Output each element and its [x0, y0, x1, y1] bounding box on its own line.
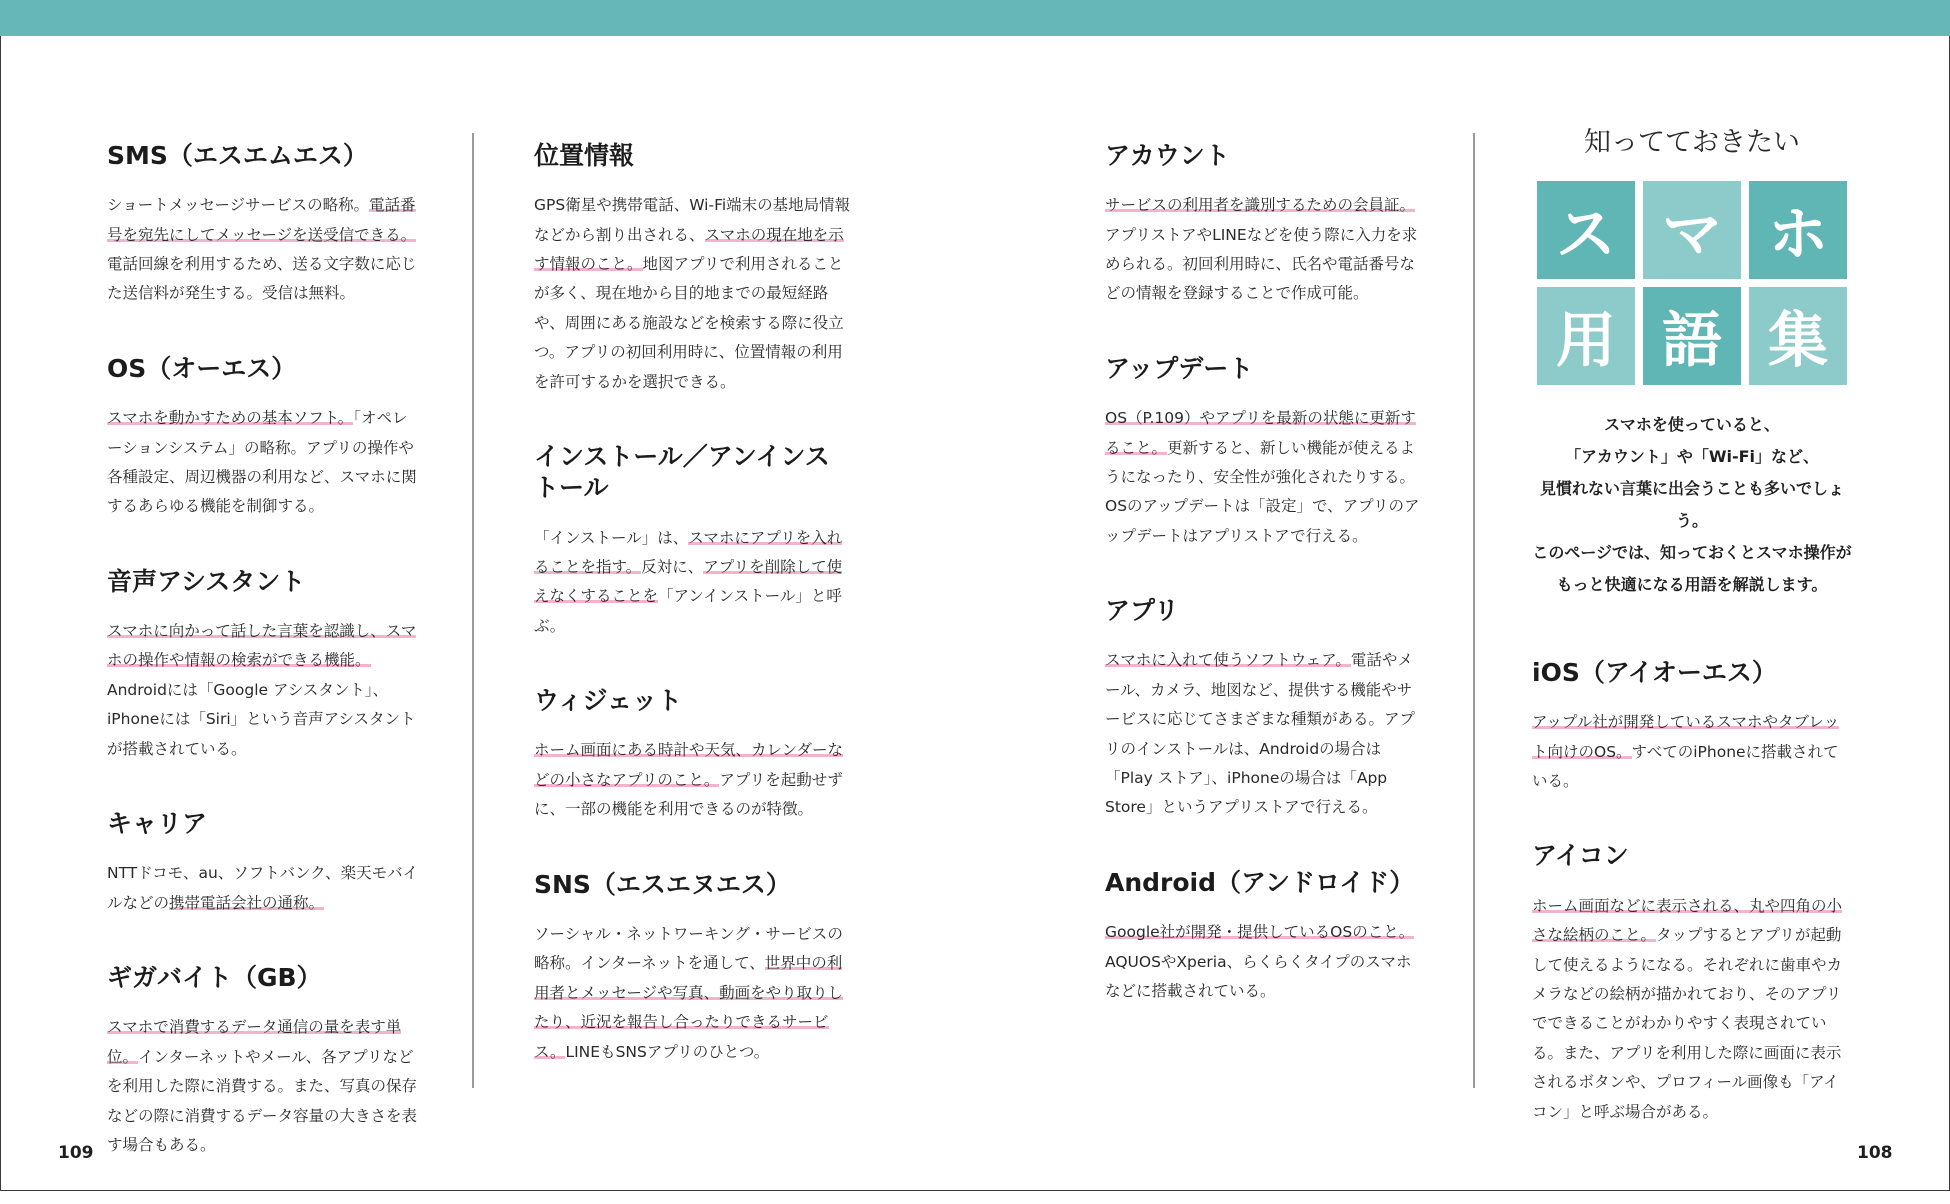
term-body: スマホに向かって話した言葉を認識し、スマホの操作や情報の検索ができる機能。Androidには「Google アシスタント」、iPhoneには「Siri」という音声アシスタントが搭載されている。 [107, 622, 417, 758]
term-ios [1532, 657, 1852, 796]
term-title: インストール／アンインストール [534, 442, 830, 503]
column-divider [1473, 133, 1475, 1088]
title-tile: 語 [1643, 287, 1741, 385]
column-2 [534, 140, 854, 1111]
column-1 [107, 140, 422, 1204]
title-tile: 集 [1749, 287, 1847, 385]
term-title: 音声アシスタント [107, 566, 306, 596]
term-install [534, 441, 854, 641]
intro-line: もっと快適になる用語を解説します。 [1556, 575, 1828, 594]
title-tile: マ [1643, 181, 1741, 279]
term-sns [534, 869, 854, 1067]
term-title: アイコン [1532, 841, 1629, 871]
term-title: キャリア [107, 809, 208, 839]
term-title: SMS（エスエムエス） [107, 141, 368, 170]
term-body: アップル社が開発しているスマホやタブレット向けのOS。すべてのiPhoneに搭載されている。 [1532, 713, 1840, 791]
term-gigabyte [107, 962, 422, 1160]
term-location [534, 140, 854, 397]
term-body: ソーシャル・ネットワーキング・サービスの略称。インターネットを通して、世界中の利用者とメッセージや写真、動画をやり取りしたり、近況を報告し合ったりできるサービス。LINEもSNSアプリのひとつ。 [534, 924, 844, 1061]
term-title: ウィジェット [534, 686, 683, 716]
intro-line: 「アカウント」や「Wi-Fi」など、 [1564, 447, 1820, 466]
term-body: OS（P.109）やアプリを最新の状態に更新すること。更新すると、新しい機能が使えるようになったり、安全性が強化されたりする。OSのアップデートは「設定」で、アプリのアップデートはアプリストアで行える。 [1105, 409, 1420, 545]
term-body: ホーム画面にある時計や天気、カレンダーなどの小さなアプリのこと。アプリを起動せずに、一部の機能を利用できるのが特徴。 [534, 741, 843, 819]
intro-line: 見慣れない言葉に出会うことも多いでしょう。 [1539, 479, 1844, 530]
term-body: ホーム画面などに表示される、丸や四角の小さな絵柄のこと。タップするとアプリが起動して使えるようになる。それぞれに歯車やカメラなどの絵柄が描かれており、そのアプリでできることがわかりやすく表現されている。また、アプリを利用した際に画面に表示されるボタンや、プロフィール画像も「アイコン」と呼ぶ場合がある。 [1532, 896, 1843, 1121]
term-body: Google社が開発・提供しているOSのこと。AQUOSやXperia、らくらくタイプのスマホなどに搭載されている。 [1105, 923, 1415, 1000]
term-body: NTTドコモ、au、ソフトバンク、楽天モバイルなどの携帯電話会社の通称。 [107, 864, 419, 912]
term-android [1105, 867, 1425, 1006]
column-4 [1532, 127, 1852, 1171]
term-body: 「インストール」は、スマホにアプリを入れることを指す。反対に、アプリを削除して使えなくすることを「アンインストール」と呼ぶ。 [534, 528, 843, 635]
title-tile: ホ [1749, 181, 1847, 279]
page-number-right: 108 [1857, 1143, 1893, 1163]
intro-line: このページでは、知っておくとスマホ操作が [1532, 543, 1852, 562]
term-title: アプリ [1105, 596, 1180, 626]
term-os [107, 353, 422, 522]
page-number-left: 109 [58, 1143, 94, 1163]
title-tile: 用 [1537, 287, 1635, 385]
term-title: Android（アンドロイド） [1105, 867, 1415, 897]
term-body: ショートメッセージサービスの略称。電話番号を宛先にしてメッセージを送受信できる。電話回線を利用するため、送る文字数に応じた送信料が発生する。受信は無料。 [107, 196, 417, 303]
top-color-band [0, 0, 1950, 36]
term-widget [534, 685, 854, 824]
term-body: サービスの利用者を識別するための会員証。アプリストアやLINEなどを使う際に入力を求められる。初回利用時に、氏名や電話番号などの情報を登録することで作成可能。 [1105, 196, 1418, 303]
term-icon [1532, 840, 1852, 1127]
term-body: スマホで消費するデータ通信の量を表す単位。インターネットやメール、各アプリなどを利用した際に消費する。また、写真の保存などの際に消費するデータ容量の大きさを表す場合もある。 [107, 1018, 418, 1154]
title-tiles [1532, 181, 1852, 385]
term-title: アカウント [1105, 141, 1230, 170]
term-body: スマホを動かすための基本ソフト。「オペレーションシステム」の略称。アプリの操作や各種設定、周辺機器の利用など、スマホに関するあらゆる機能を制御する。 [107, 409, 417, 516]
term-body: GPS衛星や携帯電話、Wi-Fi端末の基地局情報などから割り出される、スマホの現在地を示す情報のこと。地図アプリで利用されることが多く、現在地から目的地までの最短経路や、周囲にある施設などを検索する際に役立つ。アプリの初回利用時に、位置情報の利用を許可するかを選択できる。 [534, 196, 851, 391]
term-account [1105, 140, 1425, 309]
column-3 [1105, 140, 1425, 1050]
term-title: OS（オーエス） [107, 353, 297, 383]
term-title: SNS（エスエヌエス） [534, 869, 791, 899]
term-body: スマホに入れて使うソフトウェア。電話やメール、カメラ、地図など、提供する機能やサービスに応じてさまざまな種類がある。アプリのインストールは、Androidの場合は「Play ストア」、iPhoneの場合は「App Store」というアプリストアで行える。 [1105, 651, 1416, 817]
term-title: 位置情報 [534, 141, 635, 170]
term-title: iOS（アイオーエス） [1532, 658, 1777, 687]
term-update [1105, 353, 1425, 551]
column-divider [472, 133, 474, 1088]
feature-intro [1532, 409, 1852, 601]
term-voice-assistant [107, 566, 422, 764]
term-app [1105, 595, 1425, 823]
term-title: ギガバイト（GB） [107, 963, 322, 993]
term-title: アップデート [1105, 353, 1254, 383]
title-tile: ス [1537, 181, 1635, 279]
term-sms [107, 140, 422, 309]
term-carrier [107, 808, 422, 918]
feature-heading: 知ってておきたい [1584, 127, 1800, 158]
intro-line: スマホを使っていると、 [1604, 415, 1780, 434]
